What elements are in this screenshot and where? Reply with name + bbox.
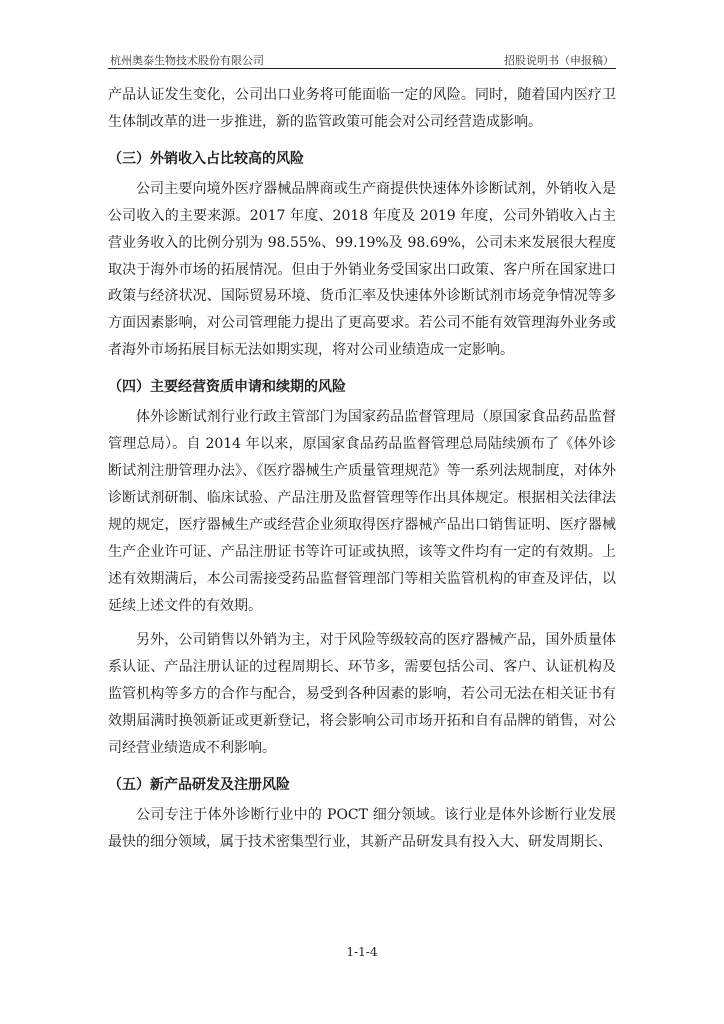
header-divider [108,68,616,69]
section-3-heading: （三）外销收入占比较高的风险 [108,150,304,167]
section-5-paragraph-1: 公司专注于体外诊断行业中的 POCT 细分领域。该行业是体外诊断行业发展最快的细分领域，属于技术密集型行业，其新产品研发具有投入大、研发周期长、 [108,806,616,850]
page-number: 1-1-4 [346,945,378,959]
section-5-heading: （五）新产品研发及注册风险 [108,776,290,793]
page-body [108,82,616,856]
intro-paragraph: 产品认证发生变化，公司出口业务将可能面临一定的风险。同时，随着国内医疗卫生体制改革的进一步推进，新的监管政策可能会对公司经营造成影响。 [108,87,616,130]
section-4-heading: （四）主要经营资质申请和续期的风险 [108,379,346,396]
paragraph-gap [108,619,616,627]
section-4-paragraph-1: 体外诊断试剂行业行政主管部门为国家药品监督管理局（原国家食品药品监督管理总局）。自 2014 年以来，原国家食品药品监督管理总局陆续颁布了《体外诊断试剂注册管理办法》、《医疗器械生产质量管理规范》等一系列法规制度，对体外诊断试剂研制、临床试验、产品注册及监督管理等作出具体规定。根据相关法律法规的规定，医疗器械生产或经营企业须取得医疗器械产品出口销售证明、医疗器械生产企业许可证、产品注册证书等许可证或执照，该等文件均有一定的有效期。上述有效期满后，本公司需接受药品监督管理部门等相关监管机构的审查及评估，以延续上述文件的有效期。 [108,409,616,614]
header-document-title: 招股说明书（申报稿） [504,54,614,67]
section-3-paragraph-1: 公司主要向境外医疗器械品牌商或生产商提供快速体外诊断试剂，外销收入是公司收入的主要来源。2017 年度、2018 年度及 2019 年度，公司外销收入占主营业务收入的比例分别为 98.55%、99.19%及 98.69%，公司未来发展很大程度取决于海外市场的拓展情况。但由于外销业务受国家出口政策、客户所在国家进口政策与经济状况、国际贸易环境、货币汇率及快速体外诊断试剂市场竞争情况等多方面因素影响，对公司管理能力提出了更高要求。若公司不能有效管理海外业务或者海外市场拓展目标无法如期实现，将对公司业绩造成一定影响。 [108,180,616,359]
section-4-paragraph-2: 另外，公司销售以外销为主，对于风险等级较高的医疗器械产品，国外质量体系认证、产品注册认证的过程周期长、环节多，需要包括公司、客户、认证机构及监管机构等多方的合作与配合，易受到各种因素的影响，若公司无法在相关证书有效期届满时换领新证或更新登记，将会影响公司市场开拓和自有品牌的销售，对公司经营业绩造成不利影响。 [108,632,616,757]
header-company-name: 杭州奥泰生物技术股份有限公司 [110,54,264,67]
page-header [108,52,616,68]
